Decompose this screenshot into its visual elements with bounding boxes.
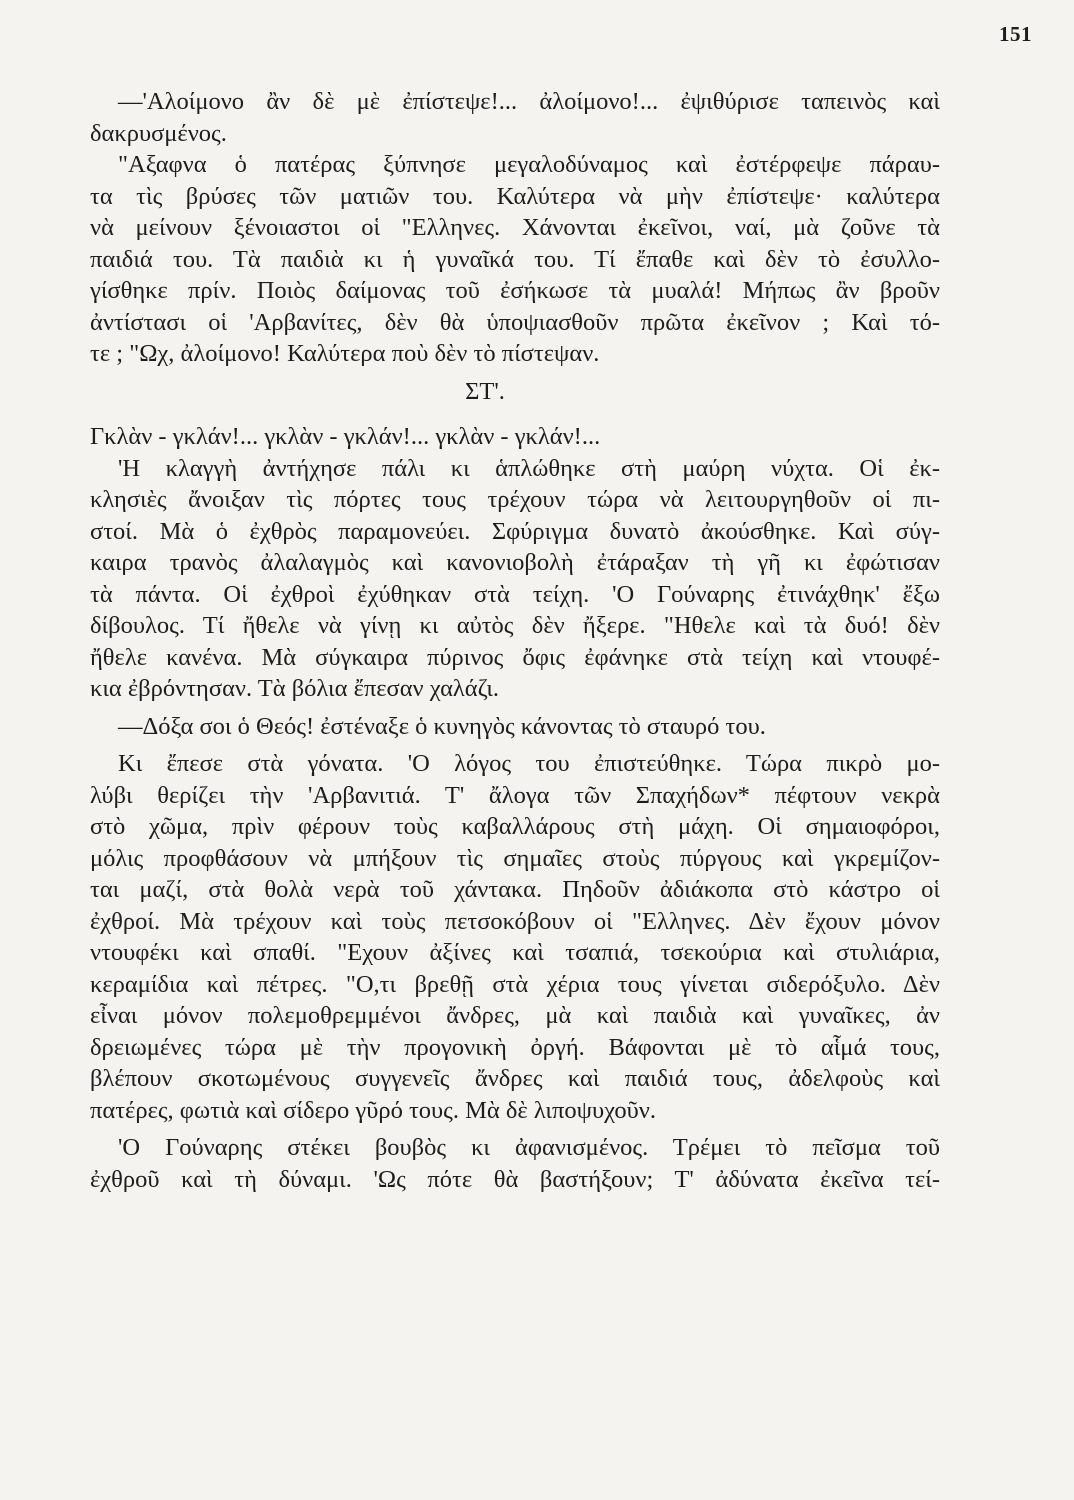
text-line: "Αξαφνα ὁ πατέρας ξύπνησε μεγαλοδύναμος καὶ ἐστέρφεψε πάραυ- [118, 151, 940, 178]
text-line: στὸ χῶμα, πρὶν φέρουν τοὺς καβαλλάρους στὴ μάχη. Οἱ σημαιοφόροι, [90, 813, 940, 840]
text-line: δρειωμένες τώρα μὲ τὴν προγονικὴ ὀργή. Βάφονται μὲ τὸ αἷμά τους, [90, 1033, 940, 1061]
text-line: Κι ἔπεσε στὰ γόνατα. 'Ο λόγος του ἐπιστεύθηκε. Τώρα πικρὸ μο- [118, 750, 940, 777]
text-line: ἐχθροί. Μὰ τρέχουν καὶ τοὺς πετσοκόβουν οἱ "Ελληνες. Δὲν ἔχουν μόνον [90, 907, 940, 935]
paragraph [90, 711, 940, 743]
paragraph [90, 1132, 940, 1195]
text-line: —'Αλοίμονο ἂν δὲ μὲ ἐπίστεψε!... ἀλοίμονο!... ἐψιθύρισε ταπεινὸς καὶ [118, 88, 940, 115]
text-line: Γκλὰν - γκλάν!... γκλὰν - γκλάν!... γκλὰν - γκλάν!... [90, 423, 601, 450]
text-line: τε ; "Ωχ, ἀλοίμονο! Καλύτερα ποὺ δὲν τὸ πίστεψαν. [90, 340, 600, 367]
text-line: 'Ο Γούναρης στέκει βουβὸς κι ἀφανισμένος. Τρέμει τὸ πεῖσμα τοῦ [118, 1134, 940, 1161]
paragraph [90, 748, 940, 1126]
text-line: κια ἐβρόντησαν. Τὰ βόλια ἔπεσαν χαλάζι. [90, 675, 500, 702]
text-line: δίβουλος. Τί ἤθελε νὰ γίνῃ κι αὐτὸς δὲν ἤξερε. "Ηθελε καὶ τὰ δυό! δὲν [90, 612, 940, 639]
text-line: —Δόξα σοι ὁ Θεός! ἐστέναξε ὁ κυνηγὸς κάνοντας τὸ σταυρό του. [118, 712, 766, 740]
paragraph [90, 149, 940, 370]
text-line: στοί. Μὰ ὁ ἐχθρὸς παραμονεύει. Σφύριγμα δυνατὸ ἀκούσθηκε. Καὶ σύγ- [90, 517, 940, 545]
page-number: 151 [999, 22, 1032, 46]
text-line: παιδιά του. Τὰ παιδιὰ κι ἡ γυναῖκά του. Τί ἔπαθε καὶ δὲν τὸ ἐσυλλο- [90, 245, 940, 273]
paragraph [90, 421, 940, 453]
text-line: καιρα τρανὸς ἀλαλαγμὸς καὶ κανονιοβολὴ ἐτάραξαν τὴ γῆ κι ἐφώτισαν [90, 549, 940, 576]
text-line: μόλις προφθάσουν νὰ μπήξουν τὶς σημαῖες στοὺς πύργους καὶ γκρεμίζον- [90, 844, 940, 872]
text-line: δακρυσμένος. [90, 119, 227, 147]
section-heading: ΣΤ'. [465, 377, 505, 405]
paragraph [90, 86, 940, 149]
text-line: πατέρες, φωτιὰ καὶ σίδερο γῦρό τους. Μὰ δὲ λιποψυχοῦν. [90, 1096, 657, 1124]
text-line: λύβι θερίζει τὴν 'Αρβανιτιά. Τ' ἄλογα τῶν Σπαχήδων* πέφτουν νεκρὰ [90, 781, 940, 809]
text-line: ντουφέκι καὶ σπαθί. "Εχουν ἀξίνες καὶ τσαπιά, τσεκούρια καὶ στυλιάρια, [90, 939, 940, 966]
text-line: τα τὶς βρύσες τῶν ματιῶν του. Καλύτερα νὰ μὴν ἐπίστεψε· καλύτερα [90, 182, 940, 210]
text-line: κλησιὲς ἄνοιξαν τὶς πόρτες τους τρέχουν τώρα νὰ λειτουργηθοῦν οἱ πι- [90, 486, 940, 513]
text-line: βλέπουν σκοτωμένους συγγενεῖς ἄνδρες καὶ παιδιά τους, ἀδελφοὺς καὶ [90, 1065, 940, 1092]
body-text [90, 86, 940, 1195]
text-line: 'Η κλαγγὴ ἀντήχησε πάλι κι ἁπλώθηκε στὴ μαύρη νύχτα. Οἱ ἐκ- [118, 454, 940, 482]
text-line: νὰ μείνουν ξένοιαστοι οἱ "Ελληνες. Χάνονται ἐκεῖνοι, ναί, μὰ ζοῦνε τὰ [90, 214, 940, 241]
text-line: ἀντίστασι οἱ 'Αρβανίτες, δὲν θὰ ὑποψιασθοῦν πρῶτα ἐκεῖνον ; Καὶ τό- [90, 308, 940, 336]
text-line: ἐχθροῦ καὶ τὴ δύναμι. 'Ως πότε θὰ βαστήξουν; Τ' ἀδύνατα ἐκεῖνα τεί- [90, 1165, 940, 1193]
text-line: γίσθηκε πρίν. Ποιὸς δαίμονας τοῦ ἐσήκωσε τὰ μυαλά! Μήπως ἂν βροῦν [90, 277, 940, 304]
text-line: ται μαζί, στὰ θολὰ νερὰ τοῦ χάντακα. Πηδοῦν ἀδιάκοπα στὸ κάστρο οἱ [90, 876, 940, 903]
text-line: κεραμίδια καὶ πέτρες. "Ο,τι βρεθῇ στὰ χέρια τους γίνεται σιδερόξυλο. Δὲν [90, 970, 940, 998]
text-line: τὰ πάντα. Οἱ ἐχθροὶ ἐχύθηκαν στὰ τείχη. 'Ο Γούναρης ἐτινάχθηκ' ἔξω [90, 580, 940, 608]
paragraph [90, 453, 940, 705]
text-line: εἶναι μόνον πολεμοθρεμμένοι ἄνδρες, μὰ καὶ παιδιὰ καὶ γυναῖκες, ἀν [90, 1002, 940, 1029]
text-line: ἤθελε κανένα. Μὰ σύγκαιρα πύρινος ὄφις ἐφάνηκε στὰ τείχη καὶ ντουφέ- [90, 643, 940, 671]
